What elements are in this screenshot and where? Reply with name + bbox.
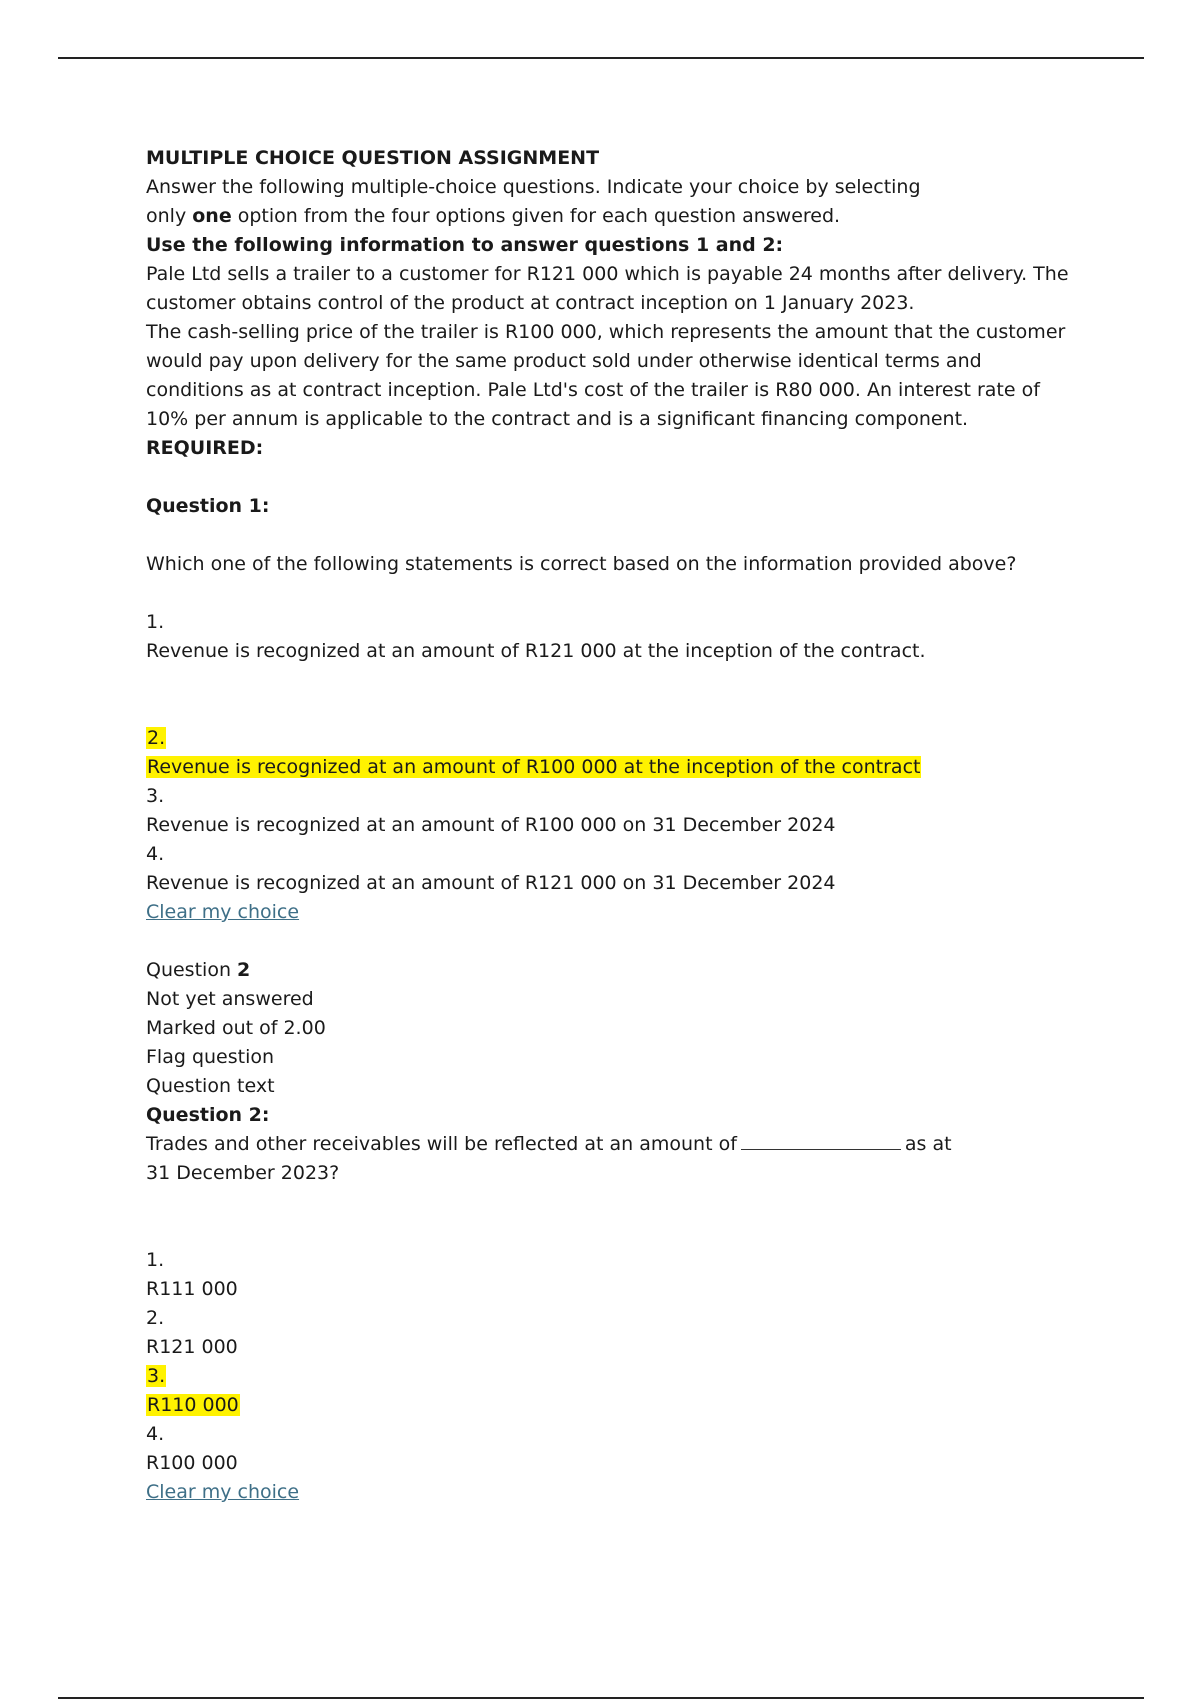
question-2-text — [146, 1130, 1086, 1159]
q2-option-2-number[interactable]: 2. — [146, 1307, 165, 1329]
q1-option-4-text[interactable]: Revenue is recognized at an amount of R121 000 on 31 December 2024 — [146, 872, 836, 894]
question-2-text-label: Question text — [146, 1075, 275, 1097]
question-2-flag[interactable]: Flag question — [146, 1046, 275, 1068]
scenario-line: Pale Ltd sells a trailer to a customer for R121 000 which is payable 24 months after delivery. The — [146, 263, 1069, 285]
instructions-line-2 — [146, 202, 1086, 231]
bottom-rule — [58, 1697, 1144, 1699]
question-1-text: Which one of the following statements is correct based on the information provided above? — [146, 553, 1017, 575]
q1-clear-choice-link[interactable]: Clear my choice — [146, 901, 300, 923]
q2-clear-choice-link[interactable]: Clear my choice — [146, 1481, 300, 1503]
instructions-text: option from the four options given for each question answered. — [231, 205, 841, 227]
q1-option-1-text[interactable]: Revenue is recognized at an amount of R121 000 at the inception of the contract. — [146, 640, 926, 662]
scenario-line: customer obtains control of the product at contract inception on 1 January 2023. — [146, 292, 915, 314]
q2-option-2-text[interactable]: R121 000 — [146, 1336, 238, 1358]
question-2-text-part: as at — [904, 1133, 952, 1155]
q1-option-2-number[interactable]: 2. — [147, 727, 166, 749]
scenario-line: conditions as at contract inception. Pale Ltd's cost of the trailer is R80 000. An interest rate of — [146, 379, 1040, 401]
scenario-line: The cash-selling price of the trailer is R100 000, which represents the amount that the customer — [146, 321, 1066, 343]
question-2-marks: Marked out of 2.00 — [146, 1017, 326, 1039]
q2-option-4-number[interactable]: 4. — [146, 1423, 165, 1445]
q1-option-3-text[interactable]: Revenue is recognized at an amount of R100 000 on 31 December 2024 — [146, 814, 836, 836]
instructions-emphasis: one — [192, 205, 232, 227]
question-2-info-label — [146, 956, 1086, 985]
q1-option-1-number[interactable]: 1. — [146, 611, 165, 633]
scenario-line: would pay upon delivery for the same product sold under otherwise identical terms and — [146, 350, 982, 372]
question-2-status: Not yet answered — [146, 988, 314, 1010]
q1-option-2-text[interactable]: Revenue is recognized at an amount of R100 000 at the inception of the contract — [147, 756, 921, 778]
q2-option-3-text[interactable]: R110 000 — [147, 1394, 239, 1416]
instructions-line-1: Answer the following multiple-choice questions. Indicate your choice by selecting — [146, 176, 921, 198]
question-2-info-number: 2 — [237, 959, 251, 981]
instructions-text: only — [146, 205, 193, 227]
q2-option-4-text[interactable]: R100 000 — [146, 1452, 238, 1474]
q1-option-4-number[interactable]: 4. — [146, 843, 165, 865]
answer-blank — [741, 1131, 901, 1150]
top-rule — [58, 57, 1144, 59]
required-label: REQUIRED: — [146, 437, 264, 459]
question-2-heading: Question 2: — [146, 1104, 270, 1126]
info-heading: Use the following information to answer questions 1 and 2: — [146, 234, 784, 256]
question-2-text-line-2: 31 December 2023? — [146, 1162, 340, 1184]
q2-option-1-text[interactable]: R111 000 — [146, 1278, 238, 1300]
question-1-heading: Question 1: — [146, 495, 270, 517]
question-2-text-part: Trades and other receivables will be reflected at an amount of — [146, 1133, 737, 1155]
question-2-info-text: Question — [146, 959, 238, 981]
document-body — [146, 144, 1086, 1507]
scenario-line: 10% per annum is applicable to the contract and is a significant financing component. — [146, 408, 969, 430]
q2-option-1-number[interactable]: 1. — [146, 1249, 165, 1271]
q2-option-3-number[interactable]: 3. — [147, 1365, 166, 1387]
q1-option-3-number[interactable]: 3. — [146, 785, 165, 807]
page-title: MULTIPLE CHOICE QUESTION ASSIGNMENT — [146, 147, 600, 169]
